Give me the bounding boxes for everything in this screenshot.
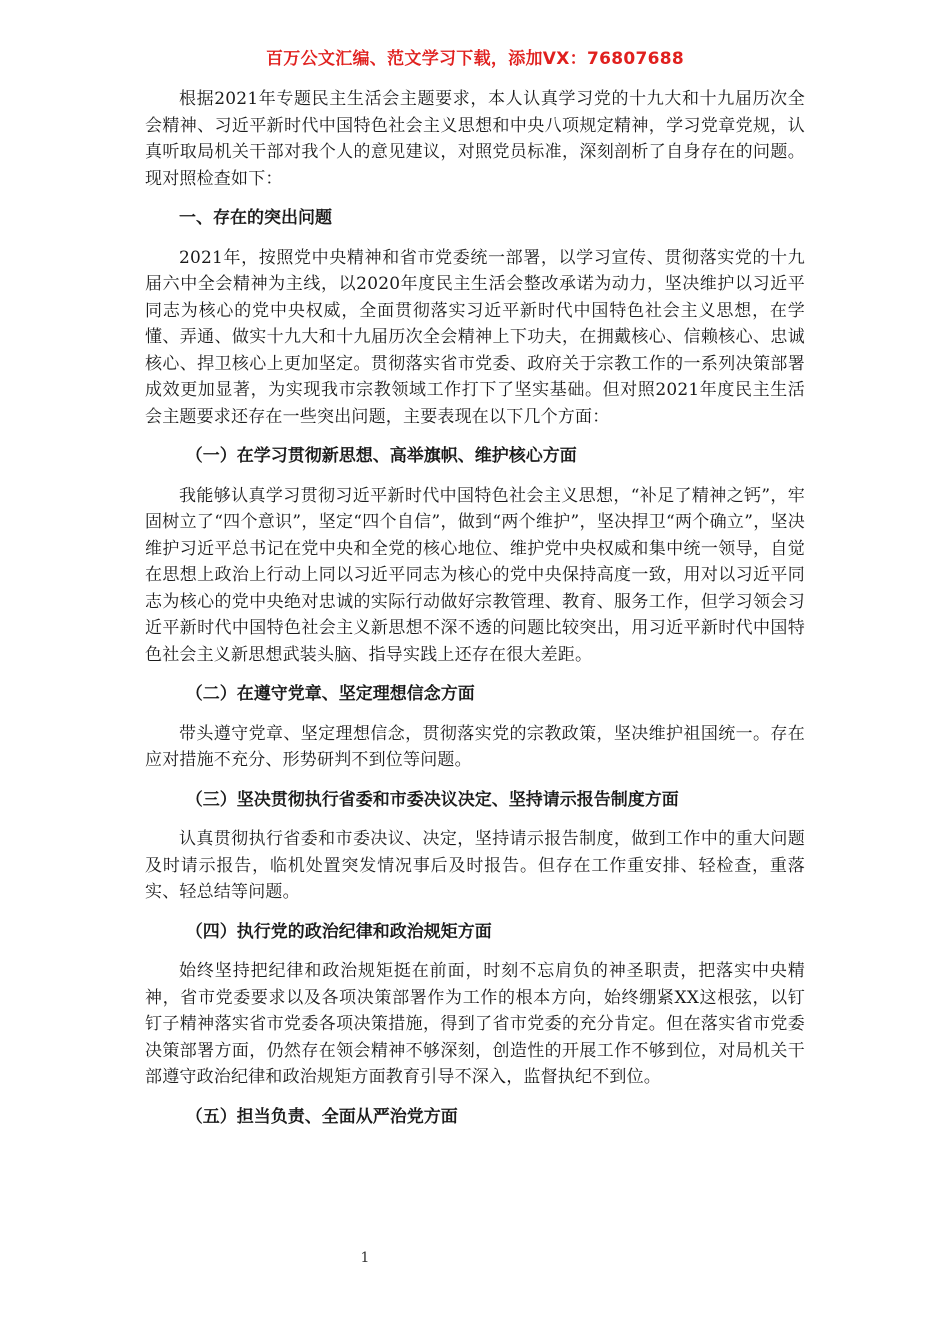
header-banner: 百万公文汇编、范文学习下载，添加VX：76807688 [266,49,684,69]
subsection-2-paragraph: 带头遵守党章、坚定理想信念，贯彻落实党的宗教政策，坚决维护祖国统一。存在应对措施不充分、形势研判不到位等问题。 [145,723,805,770]
subsection-1-paragraph: 我能够认真学习贯彻习近平新时代中国特色社会主义思想，“补足了精神之钙”，牢固树立了“四个意识”，坚定“四个自信”，做到“两个维护”，坚决捍卫“两个确立”，坚决维护习近平总书记在党中央和全党的核心地位、维护党中央权威和集中统一领导，自觉在思想上政治上行动上同以习近平同志为核心的党中央保持高度一致，用对以习近平同志为核心的党中央绝对忠诚的实际行动做好宗教管理、教育、服务工作，但学习领会习近平新时代中国特色社会主义新思想不深不透的问题比较突出，用习近平新时代中国特色社会主义新思想武装头脑、指导实践上还存在很大差距。 [145,485,805,665]
section-heading-1: 一、存在的突出问题 [179,208,332,228]
document-body [145,86,805,1143]
subsection-heading-2: （二）在遵守党章、坚定理想信念方面 [185,684,475,704]
subsection-heading-5: （五）担当负责、全面从严治党方面 [185,1106,458,1127]
subsection-heading-3: （三）坚决贯彻执行省委和市委决议决定、坚持请示报告制度方面 [185,789,679,810]
intro-paragraph: 根据2021年专题民主生活会主题要求，本人认真学习党的十九大和十九届历次全会精神、习近平新时代中国特色社会主义思想和中央八项规定精神，学习党章党规，认真听取局机关干部对我个人的意见建议，对照党员标准，深刻剖析了自身存在的问题。现对照检查如下： [145,89,805,189]
subsection-3-paragraph: 认真贯彻执行省委和市委决议、决定，坚持请示报告制度，做到工作中的重大问题及时请示报告，临机处置突发情况事后及时报告。但存在工作重安排、轻检查，重落实、轻总结等问题。 [145,829,805,902]
subsection-4-paragraph: 始终坚持把纪律和政治规矩挺在前面，时刻不忘肩负的神圣职责，把落实中央精神，省市党委要求以及各项决策部署作为工作的根本方向，始终绷紧XX这根弦，以钉钉子精神落实省市党委各项决策措施，得到了省市党委的充分肯定。但在落实省市党委决策部署方面，仍然存在领会精神不够深刻，创造性的开展工作不够到位，对局机关干部遵守政治纪律和政治规矩方面教育引导不深入，监督执纪不到位。 [145,961,805,1087]
section-1-paragraph: 2021年，按照党中央精神和省市党委统一部署，以学习宣传、贯彻落实党的十九届六中全会精神为主线，以2020年度民主生活会整改承诺为动力，坚决维护以习近平同志为核心的党中央权威，全面贯彻落实习近平新时代中国特色社会主义思想，在学懂、弄通、做实十九大和十九届历次全会精神上下功夫，在拥戴核心、信赖核心、忠诚核心、捍卫核心上更加坚定。贯彻落实省市党委、政府关于宗教工作的一系列决策部署成效更加显著，为实现我市宗教领域工作打下了坚实基础。但对照2021年度民主生活会主题要求还存在一些突出问题，主要表现在以下几个方面： [145,247,805,427]
page-number: 1 [360,1250,370,1266]
subsection-heading-1: （一）在学习贯彻新思想、高举旗帜、维护核心方面 [185,446,577,466]
subsection-heading-4: （四）执行党的政治纪律和政治规矩方面 [185,921,492,942]
